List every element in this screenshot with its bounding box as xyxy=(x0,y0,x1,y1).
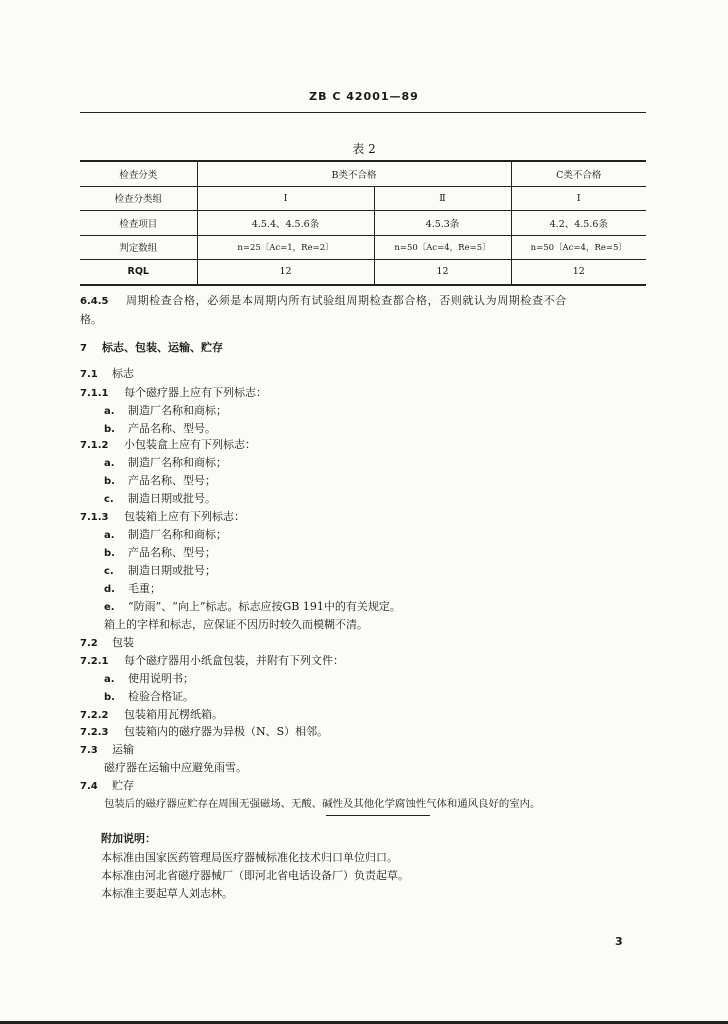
table-cell: 4.5.3条 xyxy=(374,211,511,236)
list-item xyxy=(104,564,670,579)
clause-7-2 xyxy=(80,636,646,651)
item-text: “防雨”、“向上”标志。标志应按GB 191中的有关规定。 xyxy=(128,600,401,613)
item-text: 产品名称、型号； xyxy=(128,474,216,487)
item-label: b. xyxy=(104,476,115,487)
list-item xyxy=(104,600,670,615)
table-cell: n=50〔Ac=4，Re=5〕 xyxy=(511,235,646,260)
clause-text: 包装箱内的磁疗器为异极（N、S）相邻。 xyxy=(124,725,329,738)
clause-7-4 xyxy=(80,779,646,794)
table-row xyxy=(80,211,646,236)
section-title: 标志、包装、运输、贮存 xyxy=(102,341,223,354)
clause-text: 每个磁疗器用小纸盒包装，并附有下列文件： xyxy=(124,654,344,667)
list-item xyxy=(104,422,670,437)
clause-number: 7.2.2 xyxy=(80,710,109,721)
table-cell: RQL xyxy=(80,260,197,285)
clause-number: 7.1.2 xyxy=(80,440,109,451)
clause-text: 标志 xyxy=(112,367,134,380)
item-label: b. xyxy=(104,548,115,559)
clause-text: 包装箱用瓦楞纸箱。 xyxy=(124,708,223,721)
item-label: a. xyxy=(104,530,115,541)
note-line: 本标准由河北省磁疗器械厂（即河北省电话设备厂）负责起草。 xyxy=(101,869,409,882)
table-row xyxy=(80,235,646,260)
item-label: e. xyxy=(104,602,115,613)
clause-text: 周期检查合格，必须是本周期内所有试验组周期检查都合格，否则就认为周期检查不合 xyxy=(126,294,567,307)
item-text: 使用说明书； xyxy=(128,672,194,685)
paragraph: 包装后的磁疗器应贮存在周围无强磁场、无酸、碱性及其他化学腐蚀性气体和通风良好的室内。 xyxy=(104,798,541,810)
clause-number: 7.1 xyxy=(80,369,98,380)
clause-number: 7.1.1 xyxy=(80,388,109,399)
item-text: 产品名称、型号； xyxy=(128,546,216,559)
inspection-table xyxy=(80,160,646,286)
clause-text: 运输 xyxy=(112,743,134,756)
item-text: 产品名称、型号。 xyxy=(128,422,216,435)
item-label: b. xyxy=(104,424,115,435)
clause-7-2-1 xyxy=(80,654,646,669)
table-cell: Ⅰ xyxy=(511,186,646,211)
table-cell: 12 xyxy=(374,260,511,285)
list-item xyxy=(104,582,670,597)
table-cell: C类不合格 xyxy=(511,161,646,186)
clause-7-1-3 xyxy=(80,510,646,525)
section-7-heading xyxy=(80,341,646,356)
list-item xyxy=(104,528,670,543)
item-text: 制造日期或批号； xyxy=(128,564,216,577)
clause-number: 6.4.5 xyxy=(80,296,109,307)
page-number: 3 xyxy=(615,935,623,948)
clause-text: 小包装盒上应有下列标志： xyxy=(124,438,256,451)
item-label: a. xyxy=(104,406,115,417)
list-item xyxy=(104,456,670,471)
list-item xyxy=(104,492,670,507)
table-cell: 4.2、4.5.6条 xyxy=(511,211,646,236)
table-cell: 检查分类组 xyxy=(80,186,197,211)
document-code-header: ZB C 42001—89 xyxy=(309,90,419,103)
paragraph: 箱上的字样和标志，应保证不因历时较久而模糊不清。 xyxy=(104,618,368,631)
clause-7-1-1 xyxy=(80,386,646,401)
item-label: d. xyxy=(104,584,115,595)
list-item xyxy=(104,690,670,705)
clause-7-2-2 xyxy=(80,708,646,723)
divider xyxy=(326,815,430,816)
clause-6-4-5 xyxy=(80,294,646,309)
item-text: 毛重； xyxy=(128,582,161,595)
item-label: a. xyxy=(104,674,115,685)
list-item xyxy=(104,546,670,561)
paragraph: 磁疗器在运输中应避免雨雪。 xyxy=(104,761,247,774)
table-cell: 4.5.4、4.5.6条 xyxy=(197,211,374,236)
note-line: 本标准由国家医药管理局医疗器械标准化技术归口单位归口。 xyxy=(101,851,398,864)
table-cell: n=25〔Ac=1，Re=2〕 xyxy=(197,235,374,260)
table-row xyxy=(80,186,646,211)
item-text: 制造厂名称和商标； xyxy=(128,456,227,469)
item-label: c. xyxy=(104,566,114,577)
table-cell: 检查项目 xyxy=(80,211,197,236)
clause-7-1-2 xyxy=(80,438,646,453)
clause-number: 7.4 xyxy=(80,781,98,792)
item-text: 检验合格证。 xyxy=(128,690,194,703)
item-label: c. xyxy=(104,494,114,505)
table-cell: B类不合格 xyxy=(197,161,511,186)
table-cell: n=50〔Ac=4，Re=5〕 xyxy=(374,235,511,260)
clause-text: 包装 xyxy=(112,636,134,649)
clause-text-continued: 格。 xyxy=(80,313,102,326)
clause-number: 7.2 xyxy=(80,638,98,649)
section-number: 7 xyxy=(80,343,87,354)
note-line: 本标准主要起草人刘志林。 xyxy=(101,887,233,900)
list-item xyxy=(104,474,670,489)
clause-number: 7.2.3 xyxy=(80,727,109,738)
table-row xyxy=(80,161,646,186)
item-label: a. xyxy=(104,458,115,469)
table-cell: 12 xyxy=(197,260,374,285)
list-item xyxy=(104,404,670,419)
clause-number: 7.2.1 xyxy=(80,656,109,667)
clause-text: 贮存 xyxy=(112,779,134,792)
clause-text: 每个磁疗器上应有下列标志： xyxy=(124,386,267,399)
table-cell: 检查分类 xyxy=(80,161,197,186)
header-rule xyxy=(80,112,646,113)
item-label: b. xyxy=(104,692,115,703)
item-text: 制造日期或批号。 xyxy=(128,492,216,505)
item-text: 制造厂名称和商标； xyxy=(128,528,227,541)
table-cell: 判定数组 xyxy=(80,235,197,260)
item-text: 制造厂名称和商标； xyxy=(128,404,227,417)
clause-7-1 xyxy=(80,367,646,382)
table-cell: 12 xyxy=(511,260,646,285)
list-item xyxy=(104,672,670,687)
table-row xyxy=(80,260,646,285)
table-cell: Ⅱ xyxy=(374,186,511,211)
table-cell: Ⅰ xyxy=(197,186,374,211)
table-caption: 表 2 xyxy=(352,142,376,156)
clause-7-3 xyxy=(80,743,646,758)
clause-7-2-3 xyxy=(80,725,646,740)
clause-text: 包装箱上应有下列标志： xyxy=(124,510,245,523)
clause-number: 7.3 xyxy=(80,745,98,756)
clause-number: 7.1.3 xyxy=(80,512,109,523)
notes-title: 附加说明： xyxy=(101,832,156,845)
